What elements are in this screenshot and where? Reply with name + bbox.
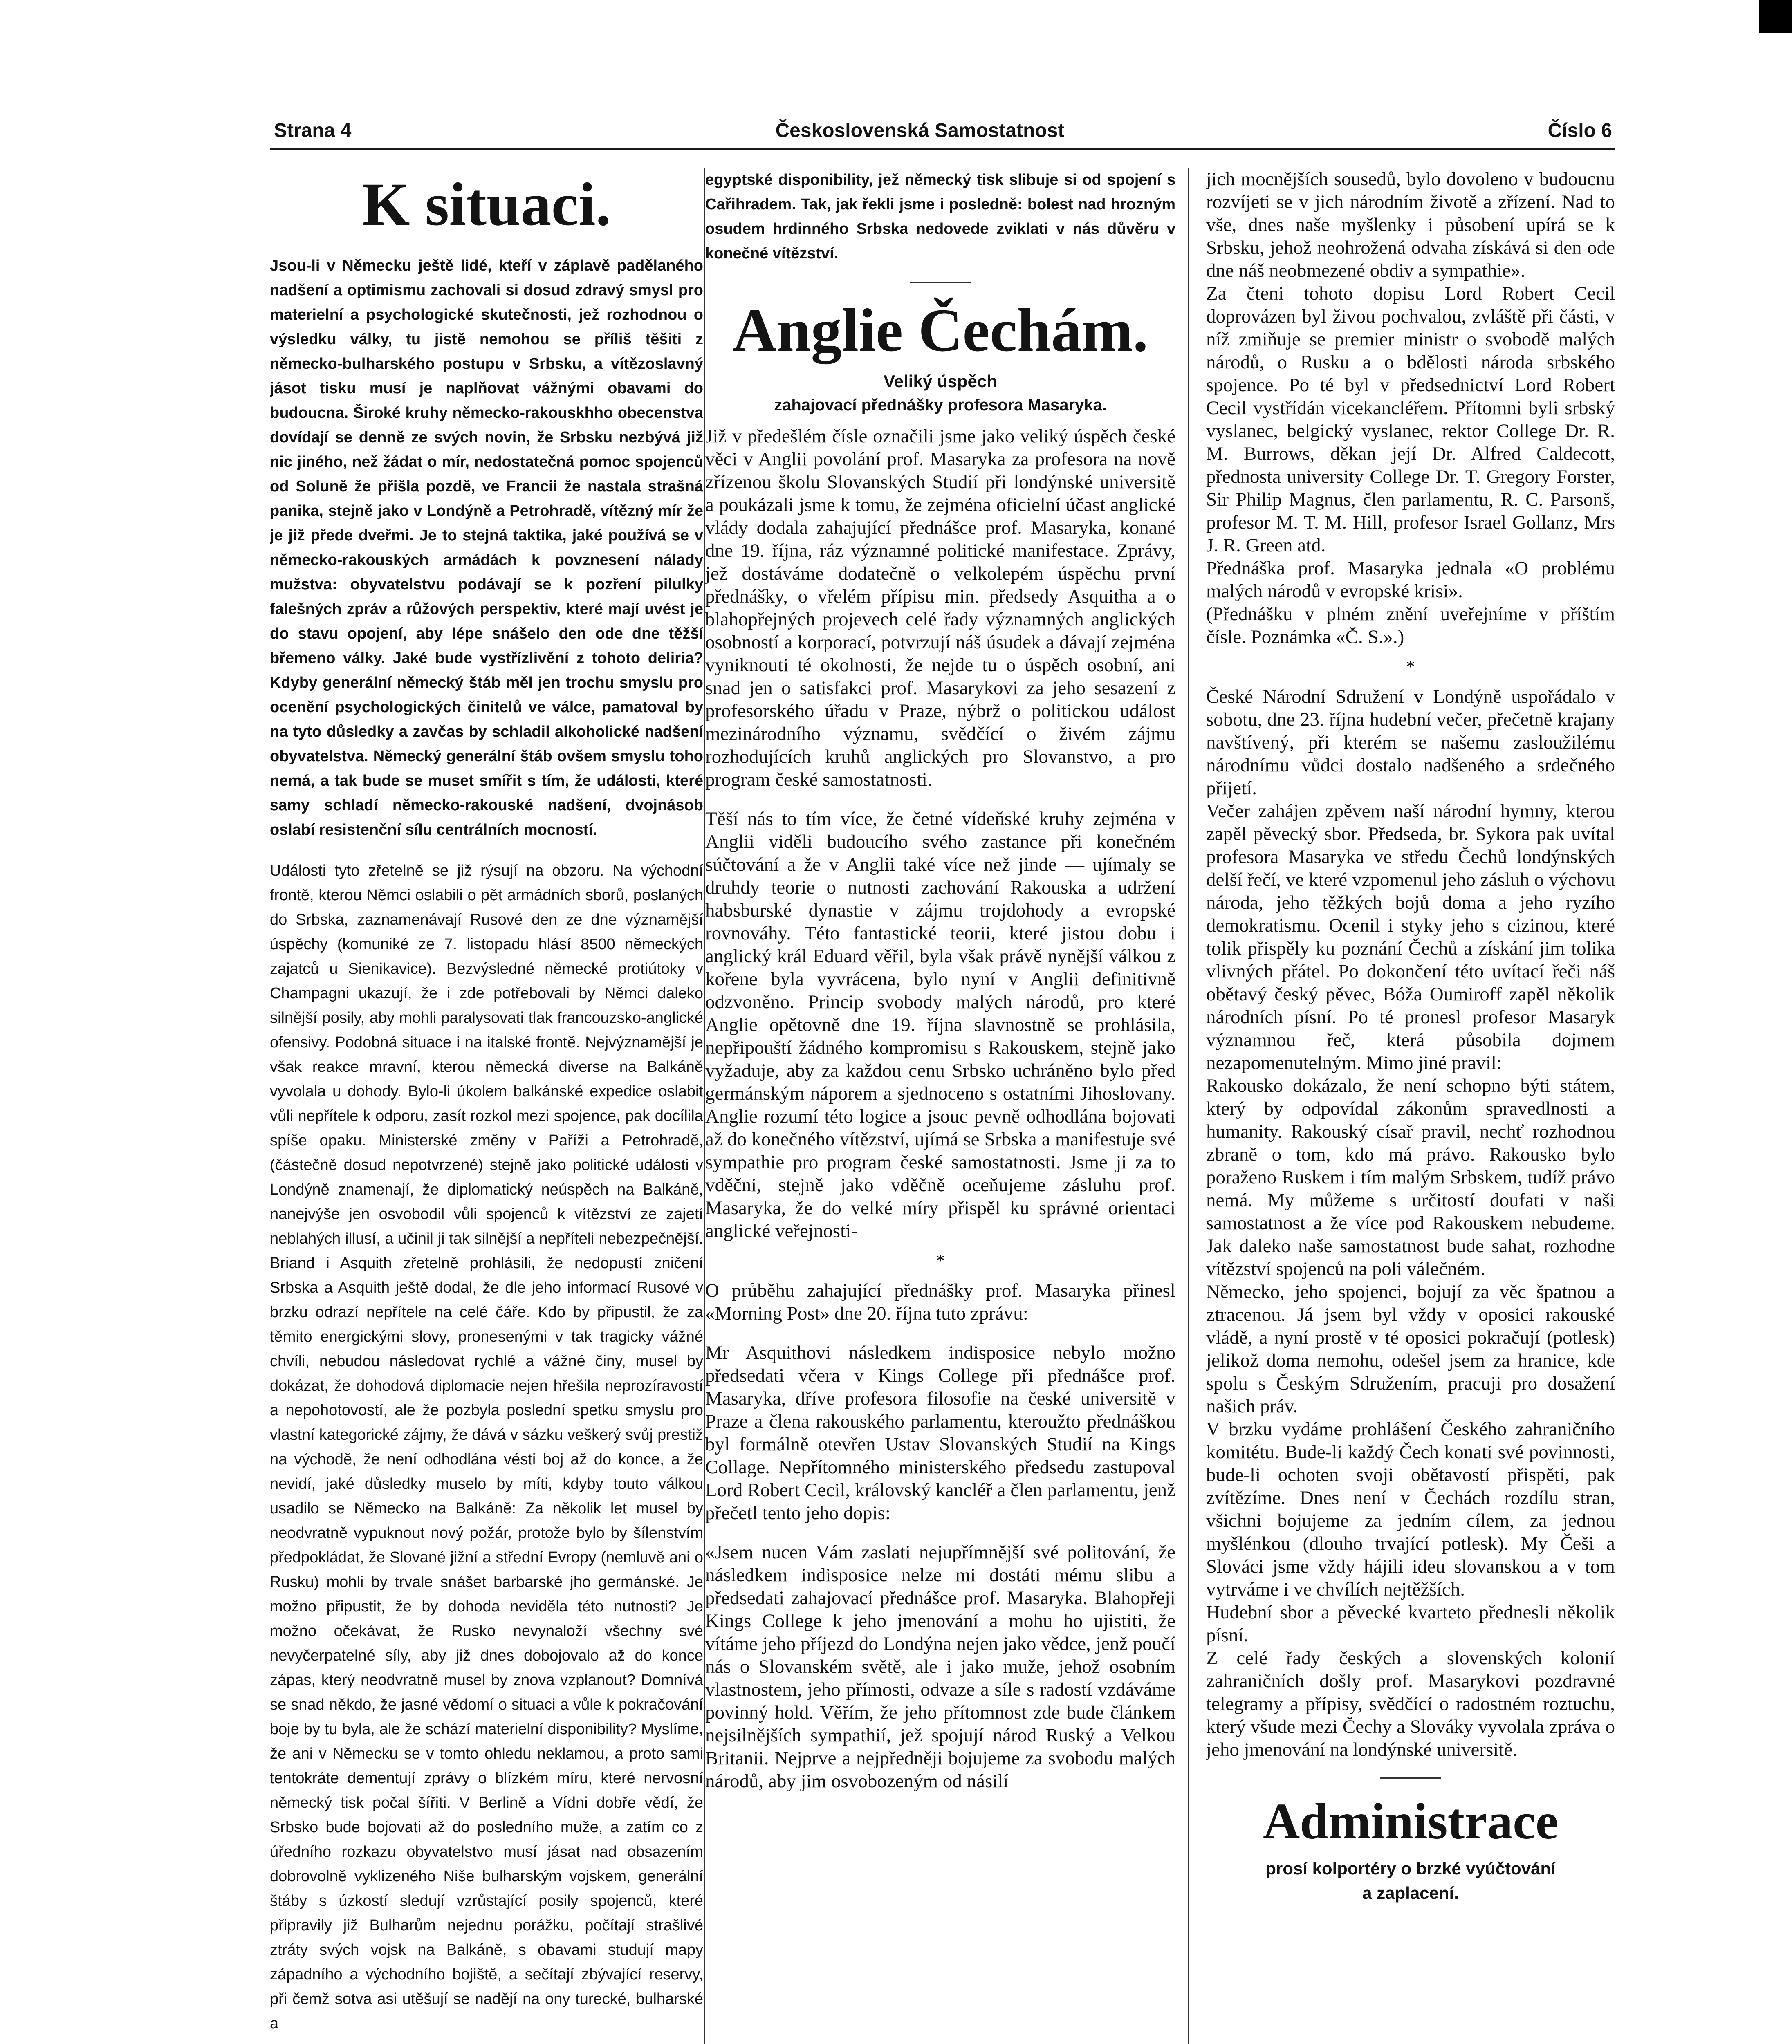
header-rule bbox=[270, 148, 1615, 150]
article-paragraph: Jsou-li v Německu ještě lidé, kteří v záplavě padělaného nadšení a optimismu zachovali si dosud zdravý smysl pro materielní a psychologické skutečnosti, jež rozhodnou o výsledku války, tu jistě nemohou se příliš těšiti z německo-bulharského postupu v Srbsku, a vítězoslavný jásot tisku musí je naplňovat vážnými obavami do budoucna. Široké kruhy německo-rakouskhho obecenstva dovídají se denně ze svých novin, že Srbsku nezbývá již nic jiného, než žádat o mír, nedostatečná pomoc spojenců od Soluně že přišla pozdě, ve Francii že nastala strašná panika, stejně jako v Londýně a Petrohradě, vítězný mír že je již přede dveřmi. Je to stejná taktika, jaké používá se v německo-rakouských armádách k povznesení nálady mužstva: obyvatelstvu podávají se k pozření pilulky falešných zpráv a růžových perspektiv, které mají uvést je do stavu opojení, aby lépe snášelo den ode dne těžší břemeno války. Jaké bude vystřízlivění z tohoto deliria? Kdyby generální německý štáb měl jen trochu smyslu pro ocenění psychologických činitelů ve válce, pamatoval by na tyto důsledky a zavčas by schladil alkoholické nadšení obyvatelstva. Německý generální štáb ovšem smyslu toho nemá, a tak bude se muset smířit s tím, že události, které samy schladí německo-rakouské nadšení, dvojnásob oslabí resistenční sílu centrálních mocností. bbox=[270, 257, 703, 838]
article-subtitle: zahajovací přednášky profesora Masaryka. bbox=[774, 396, 1107, 414]
column-right bbox=[1206, 168, 1615, 2044]
article-paragraph: O průběhu zahajující přednášky prof. Masaryka přinesl «Morning Post» dne 20. října tuto zprávu: bbox=[705, 1280, 1175, 1324]
paragraph-gap bbox=[705, 1524, 1175, 1541]
article-paragraph: Německo, jeho spojenci, bojují za věc špatnou a ztracenou. Já jsem byl vždy v oposici rakouské vládě, a nyní prostě v té oposici pokračují (potlesk) jelikož doma nemohu, odešel jsem za hranice, kde spolu s Českým Sdružením, pracuji pro dosažení našich práv. bbox=[1206, 1281, 1615, 1417]
article-paragraph: Rakousko dokázalo, že není schopno býti státem, který by odpovídal zákonům spravedlnosti a humanity. Rakouský císař pravil, nechť rozhodnou zbraně o tom, kdo má právo. Rakousko bylo poraženo Ruskem i tím malým Srbskem, tudíž právo nemá. My můžeme s určitostí doufati v naši samostatnost a že více pod Rakouskem nebudeme. Jak daleko naše samostatnost bude sahat, rozhodne vítězství spojenců na poli válečném. bbox=[1206, 1075, 1615, 1280]
column-middle bbox=[705, 168, 1175, 2044]
article-paragraph: egyptské disponibility, jež německý tisk slibuje si od spojení s Cařihradem. Tak, jak řekli jsme i posledně: bolest nad hrozným osudem hrdinného Srbska nedovede zviklati v nás důvěru v konečné vítězství. bbox=[705, 171, 1175, 262]
scan-corner-mark bbox=[1759, 0, 1792, 33]
notice-line: a zaplacení. bbox=[1362, 1883, 1459, 1903]
article-paragraph: Z celé řady českých a slovenských kolonií zahraničních došly prof. Masarykovi pozdravné telegramy a přípisy, svědčící o radostném roztuchu, který všude mezi Čechy a Slováky vyvolala zpráva o jeho jmenování na londýnské universitě. bbox=[1206, 1647, 1615, 1760]
article-paragraph: Události tyto zřetelně se již rýsují na obzoru. Na východní frontě, kterou Němci oslabili o pět armádních sborů, poslaných do Srbska, zaznamenávají Rusové den ze dne významější úspěchy (komuniké ze 7. listopadu hlásí 8500 německých zajatců u Sienikavice). Bezvýsledné německé protiútoky v Champagni ukazují, že i zde potřebovali by Němci daleko silnější posily, aby mohli paralysovati tlak francouzsko-anglické ofensivy. Podobná situace i na italské frontě. Nejvýznamější je však reakce mravní, kterou německá diverse na Balkáně vyvolala u dohody. Bylo-li úkolem balkánské expedice oslabit vůli nepřítele k odporu, zasít rozkol mezi spojence, pak docílila spíše opaku. Ministerské změny v Paříži a Petrohradě, (částečně dosud nepotvrzené) stejně jako politické události v Londýně znamenají, že diplomatický neúspěch na Balkáně, nanejvýše jen osvobodil vůli spojenců k vítězství ze zajetí neblahých illusí, a učinil ji tak silnější a nepříteli nebezpečnější. Briand i Asquith zřetelně prohlásili, že nedopustí zničení Srbska a Asquith ještě dodal, že dle jeho informací Rusové v brzku odrazí nepřítele na celé čáře. Kdo by připustil, že za těmito energickými slovy, pronesenými v tak tragicky vážné chvíli, nebudou následovat rychlé a vážné činy, musel by dokázat, že dohodová diplomacie nejen hřešila neprozíravostí a nepohotovostí, ale že pozbyla poslední spetku smyslu pro vlastní kategorické zájmy, že dává v sázku veškerý svůj prestiž na východě, že není odhodlána vésti boj až do konce, a že nevidí, jaké důsledky muselo by míti, kdyby touto válkou usadilo se Německo na Balkáně: Za několik let musel by neodvratně vypuknout nový požár, protože bylo by šílenstvím předpokládat, že Slované jižní a střední Evropy (nemluvě ani o Rusku) mohli by trvale snášet barbarské jho germánské. Je možno připustit, že by dohoda neviděla této nutnosti? Je možno očekávat, že Rusko nevynaloží všechny své nevyčerpatelné síly, aby již dnes dobojovalo až do konce zápas, který neodvratně musel by znova vzplanout? Domnívá se snad někdo, že jasné vědomí o situaci a vůle k pokračování boje by tu byla, ale že schází materielní disponibility? Myslíme, že ani v Německu se v tomto ohledu neklamou, a proto sami tentokráte dementují zprávy o blízkém míru, které nervosní německý tisk počal šířiti. V Berlině a Vídni dobře vědí, že Srbsko bude bojovati až do posledního muže, a zatím co z úředního rozkazu obyvatelstvo musí jásat nad obsazením dobrovolně vyklizeného Niše bulharským vojskem, generální štáby s úzkostí sledují vzrůstající posily spojenců, které připravily již Bulharům nejednu porážku, počítají strašlivé ztráty svých vojsk na Balkáně, s obavami studují mapy západního a východního bojiště, a sečítají zbývající reservy, při čemž sotva asi utěšují se nadějí na ony turecké, bulharské a bbox=[270, 862, 703, 2032]
newspaper-name: Československá Samostatnost bbox=[775, 120, 1065, 141]
notice-title-administrace: Administrace bbox=[1263, 1793, 1559, 1850]
article-paragraph: Mr Asquithovi následkem indisposice nebylo možno předsedati včera v Kings College při přednášce prof. Masaryka, dříve profesora filosofie na české universitě v Praze a člena rakouského parlamentu, kteroužto přednáškou byl formálně otevřen Ustav Slovanských Studií na Kings Collage. Nepřítomného ministerského předsedu zastupoval Lord Robert Cecil, královský kancléř a člen parlamentu, jenž přečetl tento jeho dopis: bbox=[705, 1342, 1175, 1524]
section-divider bbox=[910, 282, 971, 283]
article-paragraph: Těší nás to tím více, že četné vídeňské kruhy zejména v Anglii viděli budoucího svého zastance při konečném súčtování a že v Anglii také více než jinde — ujímaly se druhdy teorie o nutnosti zachování Rakouska a udržení habsburské dynastie v zájmu trojdohody a evropské rovnováhy. Této fantastické teorii, které jistou dobu i anglický král Eduard věřil, byla však právě nynější válkou z kořene byla vyvrácena, bylo nyní v Anglii definitivně odzvoněno. Princip svobody malých národů, pro které Anglie opětovně dne 19. října slavnostně se prohlásila, nepřipouští žádného kompromisu s Rakouskem, stejně jako vyžaduje, aby za každou cenu Srbsko uchráněno bylo před germánským náporem a sjednoceno s ostatními Jihoslovany. Anglie rozumí této logice a jsouc pevně odhodlána bojovati až do konečného vítězství, ujímá se Srbska a manifestuje své sympathie pro program české samostatnosti. Jsme ji za to vděčni, stejně jako vděčně oceňujeme zásluhu prof. Masaryka, že do velké míry přispěl ku správné orientaci anglické veřejnosti- bbox=[705, 808, 1175, 1242]
article-paragraph: jich mocnějších sousedů, bylo dovoleno v budoucnu rozvíjeti se v jich národním životě a zřízení. Nad to vše, dnes naše myšlenky i působení upírá se k Srbsku, jehož neohrožená odvaha získává si den ode dne náš neobmezené obdiv a sympathie». bbox=[1206, 168, 1615, 281]
article-paragraph: Za čteni tohoto dopisu Lord Robert Cecil doprovázen byl živou pochvalou, zvláště při části, v níž zmiňuje se premier ministr o svobodě malých národů, o Rusku a o bdělosti národa srbského spojence. Po té byl v předsednictví Lord Robert Cecil vystřídán vicekancléřem. Přítomni byli srbský vyslanec, belgický vyslanec, rektor College Dr. R. M. Burrows, děkan její Dr. Alfred Caldecott, přednosta university College Dr. T. Gregory Forster, Sir Philip Magnus, člen parlamentu, R. C. Parsonš, profesor M. T. M. Hill, profesor Israel Gollanz, Mrs J. R. Green atd. bbox=[1206, 283, 1615, 556]
article-paragraph: Hudební sbor a pěvecké kvarteto přednesli několik písní. bbox=[1206, 1602, 1615, 1646]
article-paragraph: Přednáška prof. Masaryka jednala «O problému malých národů v evropské krisi». bbox=[1206, 558, 1615, 602]
notice-line: prosí kolportéry o brzké vyúčtování bbox=[1265, 1859, 1556, 1878]
issue-number: Číslo 6 bbox=[1548, 120, 1612, 141]
article-paragraph: České Národní Sdružení v Londýně uspořádalo v sobotu, dne 23. října hudební večer, přečetně krajany navštívený, při kterém se našemu zasloužilému národnímu vůdci dostalo nadšeného a srdečného přijetí. bbox=[1206, 686, 1615, 799]
paragraph-gap bbox=[705, 1325, 1175, 1341]
article-paragraph: «Jsem nucen Vám zaslati nejupřímnější své politování, že následkem indisposice nelze mi dostáti mému slibu a předsedati zahajovací přednášce prof. Masaryka. Blahopřeji Kings College k jeho jmenování a mohu ho ujistiti, že vítáme jeho příjezd do Londýna nejen jako vědce, jenž poučí nás o Slovanském světě, ale i jako muže, jehož osobním vlastnostem, jeho přímosti, odvaze a síle s radostí vzdáváme povinný hold. Věřím, že jeho přítomnost zde bude článkem nejsilnějších sympathií, jež spojují národ Ruský a Velkou Britanii. Nejprve a nejpředněji bojujeme za svobodu malých národů, aby jim osvobozeným od násilí bbox=[705, 1542, 1175, 1792]
paragraph-gap bbox=[705, 791, 1175, 807]
column-left bbox=[270, 168, 703, 2044]
section-divider bbox=[1380, 1777, 1441, 1779]
page-number: Strana 4 bbox=[274, 120, 352, 141]
article-paragraph: V brzku vydáme prohlášení Českého zahraničního komitétu. Bude-li každý Čech konati své povinnosti, bude-li ochoten svoji obětavostí přispěti, pak zvítězíme. Dnes není v Čechách rozdílu stran, všichni bojujeme za jedním cílem, za jednou myšlénkou (dlouho trvající potlesk). My Češi a Slováci jsme vždy hájili ideu slovanskou a v tom vytrváme i ve chvílích nejtěžších. bbox=[1206, 1419, 1615, 1600]
article-paragraph: Již v předešlém čísle označili jsme jako veliký úspěch české věci v Anglii povolání prof. Masaryka za profesora na nově zřízenou školu Slovanských Studií při londýnské universitě a poukázali jsme k tomu, že zejména oficielní účast anglické vlády dodala zahajující přednášce prof. Masaryka, konané dne 19. října, ráz významné politické manifestace. Zprávy, jež dostáváme dodatečně o velkolepém úspěchu první přednášky, o vřelém přípisu min. předsedy Asquitha a o blahopřejných projevech celé řady významných anglických osobností a korporací, potvrzují náš úsudek a dávají zejména vyniknouti té okolnosti, že nejde tu o úspěch osobní, ani snad jen o satisfakci prof. Masarykovi za jeho sesazení z profesorského úřadu v Praze, nýbrž o politickou událost mezinárodního významu, svědčící o živém zájmu rozhodujících kruhů anglických pro Slovanstvo, a pro program české samostatnosti. bbox=[705, 426, 1175, 790]
section-star: * bbox=[936, 1251, 945, 1271]
article-title-k-situaci: K situaci. bbox=[362, 170, 611, 238]
article-paragraph: (Přednášku v plném znění uveřejníme v příštím čísle. Poznámka «Č. S.».) bbox=[1206, 603, 1615, 648]
article-paragraph: Večer zahájen zpěvem naší národní hymny, kterou zapěl pěvecký sbor. Předseda, br. Sykora pak uvítal profesora Masaryka ve středu Čechů londýnských delší řečí, ve které vzpomenul jeho zásluh o výchovu národa, jeho těžkých bojů doma a jeho ryzího demokratismu. Ocenil i styky jeho s cizinou, které tolik přispěly ku poznání Čechů a získání jim tolika vlivných přátel. Po dokončení této uvítací řeči náš obětavý český pěvec, Bóža Oumiroff zapěl několik národních písní. Po té pronesl profesor Masaryk významnou řeč, která působila dojmem nezapomenutelným. Mimo jiné pravil: bbox=[1206, 800, 1615, 1074]
article-subtitle: Veliký úspěch bbox=[884, 372, 997, 391]
column-divider bbox=[1188, 168, 1189, 2044]
article-title-anglie-cecham: Anglie Čechám. bbox=[732, 296, 1148, 364]
section-star: * bbox=[1406, 657, 1415, 677]
paragraph-gap bbox=[270, 842, 703, 858]
